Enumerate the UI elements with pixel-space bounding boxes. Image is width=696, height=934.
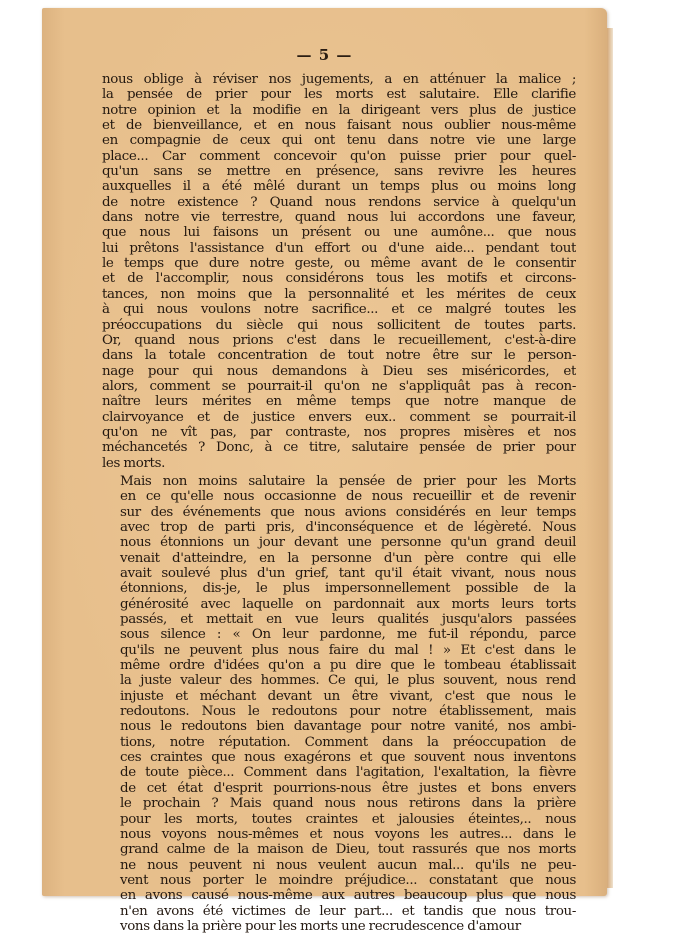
text-line: préoccupations du siècle qui nous sollicitent de toutes parts. <box>102 317 576 333</box>
text-line: en avons causé nous-même aux autres beaucoup plus que nous <box>120 888 576 904</box>
text-line: étonnions, dis-je, le plus impersonnellement possible de la <box>120 581 576 597</box>
text-line: en ce qu'elle nous occasionne de nous recueillir et de revenir <box>120 489 576 505</box>
text-line: pour les morts, toutes craintes et jalousies éteintes,.. nous <box>120 811 576 827</box>
text-line: nous le redoutons bien davantage pour notre vanité, nos ambi- <box>120 719 576 735</box>
text-line: grand calme de la maison de Dieu, tout rassurés que nos morts <box>120 842 576 858</box>
text-line: venait d'atteindre, en la personne d'un père contre qui elle <box>120 550 576 566</box>
text-line: le temps que dure notre geste, ou même avant de le consentir <box>102 256 576 272</box>
text-line: place... Car comment concevoir qu'on puisse prier pour quel- <box>102 148 576 164</box>
page-number: — 5 — <box>296 46 353 64</box>
text-line: sous silence : « On leur pardonne, me fut-il répondu, parce <box>120 627 576 643</box>
text-line: en compagnie de ceux qui ont tenu dans notre vie une large <box>102 133 576 149</box>
text-line: clairvoyance et de justice envers eux.. comment se pourrait-il <box>102 409 576 425</box>
text-line: dans la totale concentration de tout notre être sur le person- <box>102 348 576 364</box>
text-line: auxquelles il a été mêlé durant un temps plus ou moins long <box>102 179 576 195</box>
text-line: la juste valeur des hommes. Ce qui, le plus souvent, nous rend <box>120 673 576 689</box>
text-line: à qui nous voulons notre sacrifice... et ce malgré toutes les <box>102 302 576 318</box>
text-line: même ordre d'idées qu'on a pu dire que le tombeau établissait <box>120 658 576 674</box>
text-line: le prochain ? Mais quand nous nous retirons dans la prière <box>120 796 576 812</box>
text-line: nous étonnions un jour devant une personne qu'un grand deuil <box>120 535 576 551</box>
text-line: de toute pièce... Comment dans l'agitation, l'exaltation, la fièvre <box>120 765 576 781</box>
text-line: passés, et mettait en vue leurs qualités jusqu'alors passées <box>120 612 576 628</box>
text-line: n'en avons été victimes de leur part... et tandis que nous trou- <box>120 903 576 919</box>
text-line: Or, quand nous prions c'est dans le recueillement, c'est-à-dire <box>102 332 576 348</box>
text-line: vons dans la prière pour les morts une recrudescence d'amour <box>120 918 521 934</box>
text-line: qu'ils ne peuvent plus nous faire du mal ! » Et c'est dans le <box>120 642 576 658</box>
text-line: dans notre vie terrestre, quand nous lui accordons une faveur, <box>102 210 576 226</box>
text-line: nous voyons nous-mêmes et nous voyons les autres... dans le <box>120 826 576 842</box>
paragraph-1 <box>102 72 576 471</box>
text-line: avec trop de parti pris, d'inconséquence et de légèreté. Nous <box>120 519 576 535</box>
text-line: méchancetés ? Donc, à ce titre, salutaire pensée de prier pour <box>102 440 576 456</box>
text-line: la pensée de prier pour les morts est salutaire. Elle clarifie <box>102 87 576 103</box>
text-line: alors, comment se pourrait-il qu'on ne s'appliquât pas à recon- <box>102 378 576 394</box>
text-line: vent nous porter le moindre préjudice... constatant que nous <box>120 872 576 888</box>
text-line: les morts. <box>102 455 166 471</box>
text-line: de cet état d'esprit pourrions-nous être justes et bons envers <box>120 780 576 796</box>
text-line: qu'on ne vît pas, par contraste, nos propres misères et nos <box>102 424 576 440</box>
text-line: avait soulevé plus d'un grief, tant qu'il était vivant, nous nous <box>120 566 576 581</box>
document-page <box>42 8 607 934</box>
text-line: sur des événements que nous avions considérés en leur temps <box>120 504 576 520</box>
text-line: redoutons. Nous le redoutons pour notre établissement, mais <box>120 704 576 720</box>
text-line: Mais non moins salutaire la pensée de prier pour les Morts <box>120 473 576 489</box>
text-line: injuste et méchant devant un être vivant, c'est que nous le <box>120 688 576 704</box>
text-line: notre opinion et la modifie en la dirigeant vers plus de justice <box>102 102 576 118</box>
text-line: nage pour qui nous demandons à Dieu ses miséricordes, et <box>102 363 576 379</box>
text-line: lui prêtons l'assistance d'un effort ou d'une aide... pendant tout <box>102 240 576 256</box>
text-line: nous oblige à réviser nos jugements, a en atténuer la malice ; <box>102 72 576 87</box>
text-line: de notre existence ? Quand nous rendons service à quelqu'un <box>102 194 576 210</box>
text-line: qu'un sans se mettre en présence, sans revivre les heures <box>102 164 576 180</box>
text-line: tances, non moins que la personnalité et les mérites de ceux <box>102 286 576 302</box>
text-line: ne nous peuvent ni nous veulent aucun mal... qu'ils ne peu- <box>120 857 576 873</box>
body-text <box>102 72 576 934</box>
text-line: tions, notre réputation. Comment dans la préoccupation de <box>120 734 576 750</box>
text-line: générosité avec laquelle on pardonnait aux morts leurs torts <box>120 596 576 612</box>
text-line: ces craintes que nous exagérons et que souvent nous inventons <box>120 750 576 766</box>
text-line: naître leurs mérites en même temps que notre manque de <box>102 394 576 410</box>
text-line: et de bienveillance, et en nous faisant nous oublier nous-même <box>102 118 576 134</box>
paragraph-2 <box>102 474 576 934</box>
text-line: et de l'accomplir, nous considérons tous les motifs et circons- <box>102 271 576 287</box>
text-line: que nous lui faisons un présent ou une aumône... que nous <box>102 225 576 241</box>
